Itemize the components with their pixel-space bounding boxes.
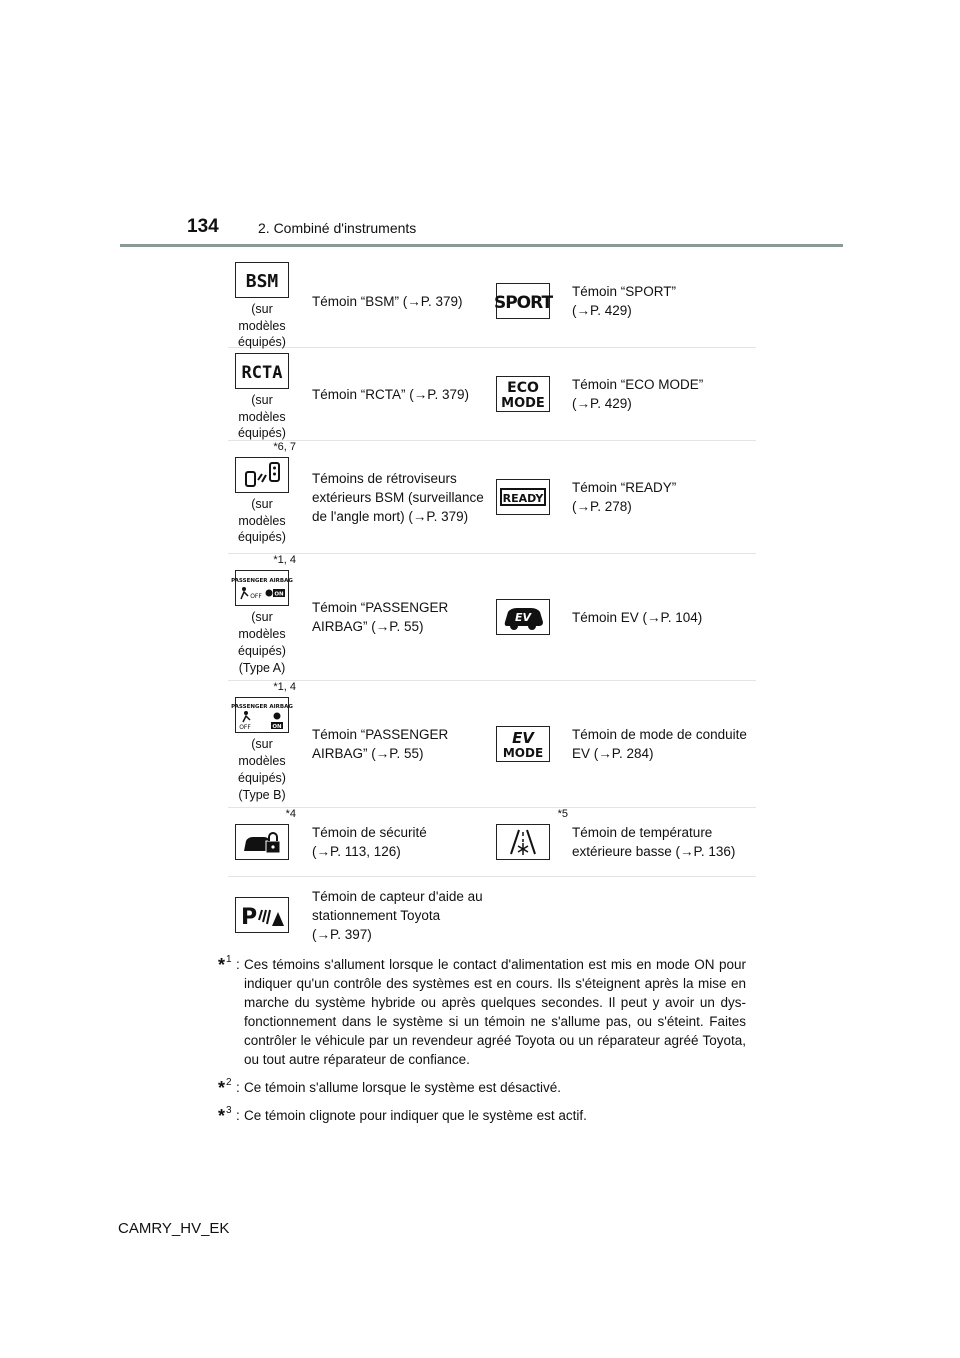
ev-icon	[496, 599, 550, 635]
description-text-2: Témoin “READY” (→P. 278)	[572, 480, 677, 514]
svg-text:OFF: OFF	[239, 724, 251, 731]
table-row	[228, 808, 756, 877]
footnote-ref: *1, 4	[273, 554, 296, 566]
passenger-airbag-icon-type-b	[231, 697, 293, 733]
description-text-2: Témoin “ECO MODE” (→P. 429)	[572, 377, 704, 411]
description-cell	[312, 348, 490, 440]
icon-cell	[228, 348, 300, 440]
indicator-table	[228, 255, 756, 953]
header-rule	[120, 244, 843, 247]
footnote-ref: *6, 7	[273, 441, 296, 453]
icon-caption: (sur modèles équipés) (Type B)	[238, 737, 286, 802]
security-icon	[235, 824, 289, 860]
low-temperature-icon	[496, 824, 550, 860]
rcta-icon-glyph: RCTA	[241, 363, 283, 383]
icon-cell-2	[490, 808, 568, 876]
description-cell-2	[572, 255, 756, 347]
description-text: Témoin de sécurité (→P. 113, 126)	[312, 825, 427, 859]
svg-text:PASSENGER AIRBAG: PASSENGER AIRBAG	[231, 578, 293, 584]
footnote-ref: *1, 4	[273, 681, 296, 693]
description-text: Témoins de rétroviseurs extérieurs BSM (surveillance de l'angle mort) (→P. 379)	[312, 470, 484, 524]
icon-cell-2	[490, 554, 556, 680]
description-text-2: Témoin de mode de conduite EV (→P. 284)	[572, 727, 747, 761]
svg-text:ON: ON	[272, 724, 282, 730]
eco-mode-icon	[496, 376, 550, 412]
description-cell-2	[572, 681, 756, 807]
section-title: 2. Combiné d'instruments	[258, 220, 417, 236]
svg-text:ON: ON	[274, 591, 284, 598]
page-header	[0, 0, 960, 250]
footnotes	[218, 955, 746, 1134]
ev-icon-glyph: EV	[514, 611, 532, 624]
icon-cell-2	[490, 348, 556, 440]
sport-icon-glyph: SPORT	[493, 293, 553, 313]
rcta-icon	[235, 353, 289, 389]
parking-assist-icon	[235, 897, 289, 933]
footnote-mark: *$^1$	[218, 954, 232, 975]
icon-caption: (sur modèles équipés)	[238, 302, 286, 349]
description-text-2: Témoin EV (→P. 104)	[572, 609, 703, 625]
footnote-text: Ce témoin s'allume lorsque le système est désactivé.	[244, 1080, 561, 1095]
icon-cell	[228, 554, 300, 680]
table-row	[228, 877, 756, 953]
icon-cell-2	[490, 681, 556, 807]
footnote-text: Ces témoins s'allument lorsque le contact d'alimentation est mis en mode ON pour indiquer qu'un contrôle des systèmes est en cours. Ils s'éteignent après la mise en marche du système hybride ou après quelques secondes. Il peut y avoir un dys-fonctionnement dans le système si un témoin ne s'allume pas, ou s'éteint. Faites contrôler le véhicule par un revendeur agréé Toyota ou un réparateur agréé Toyota, ou tout autre réparateur de confiance.	[244, 957, 746, 1067]
footnote-1: *$^1$ : Ces témoins s'allument lorsque le contact d'alimentation est mis en mode ON pour indiquer qu'un contrôle des systèmes est en cours. Ils s'éteignent après la mise en marche du système hybride ou après quelques secondes. Il peut y avoir un dys-fonctionnement dans le système si un témoin ne s'allume pas, ou s'éteint. Faites contrôler le véhicule par un revendeur agréé Toyota ou un réparateur agréé Toyota, ou tout autre réparateur de confiance.	[218, 954, 746, 1067]
description-text-2: Témoin de température extérieure basse (→P. 136)	[572, 825, 736, 859]
icon-cell-2	[490, 255, 556, 347]
icon-caption: (sur modèles équipés)	[238, 393, 286, 440]
footnote-mark: *$^3$	[218, 1105, 232, 1126]
description-cell	[312, 808, 490, 876]
icon-cell	[228, 441, 300, 553]
footnote-2: *$^2$ : Ce témoin s'allume lorsque le système est désactivé.	[218, 1077, 561, 1098]
svg-text:EV: EV	[512, 729, 534, 747]
description-text-2: Témoin “SPORT” (→P. 429)	[572, 284, 677, 318]
ready-icon-glyph: READY	[502, 492, 544, 505]
description-cell	[312, 877, 490, 953]
description-cell-2	[572, 441, 756, 553]
footer-model-code: CAMRY_HV_EK	[118, 1220, 230, 1237]
svg-text:ECO: ECO	[507, 380, 539, 396]
icon-cell	[228, 255, 300, 347]
description-cell-2	[572, 808, 756, 876]
footnote-ref-2: *5	[557, 808, 568, 820]
svg-text:MODE: MODE	[501, 396, 545, 411]
page-number: 134	[187, 216, 219, 237]
footnote-text: Ce témoin clignote pour indiquer que le système est actif.	[244, 1108, 587, 1123]
description-cell-2	[572, 554, 756, 680]
ev-mode-icon	[496, 726, 550, 762]
ready-icon	[496, 479, 550, 515]
table-row	[228, 348, 756, 441]
description-cell	[312, 441, 490, 553]
table-row	[228, 681, 756, 808]
icon-cell	[228, 877, 300, 953]
icon-cell-2	[490, 441, 556, 553]
svg-text:OFF: OFF	[250, 593, 262, 600]
icon-cell	[228, 681, 300, 807]
sport-icon	[493, 283, 553, 319]
description-text: Témoin de capteur d'aide au stationnement Toyota (→P. 397)	[312, 888, 483, 942]
svg-text:PASSENGER AIRBAG: PASSENGER AIRBAG	[231, 704, 293, 710]
bsm-mirror-icon	[235, 457, 289, 493]
passenger-airbag-icon-type-a	[231, 570, 293, 606]
description-text: Témoin “RCTA” (→P. 379)	[312, 386, 470, 402]
table-row	[228, 441, 756, 554]
description-text: Témoin “PASSENGER AIRBAG” (→P. 55)	[312, 600, 449, 634]
description-cell-2	[572, 348, 756, 440]
table-row	[228, 255, 756, 348]
icon-caption: (sur modèles équipés) (Type A)	[238, 610, 286, 675]
description-text: Témoin “BSM” (→P. 379)	[312, 293, 463, 309]
svg-text:MODE: MODE	[502, 746, 544, 760]
footnote-mark: *$^2$	[218, 1077, 232, 1098]
footnote-3: *$^3$ : Ce témoin clignote pour indiquer que le système est actif.	[218, 1105, 587, 1126]
footnote-ref: *4	[285, 808, 296, 820]
bsm-icon	[235, 262, 289, 298]
parking-assist-glyph: P	[240, 905, 258, 930]
description-text: Témoin “PASSENGER AIRBAG” (→P. 55)	[312, 727, 449, 761]
table-row	[228, 554, 756, 681]
description-cell	[312, 255, 490, 347]
bsm-icon-glyph: BSM	[245, 271, 279, 292]
description-cell	[312, 681, 490, 807]
icon-caption: (sur modèles équipés)	[238, 497, 286, 544]
description-cell	[312, 554, 490, 680]
icon-cell	[228, 808, 300, 876]
